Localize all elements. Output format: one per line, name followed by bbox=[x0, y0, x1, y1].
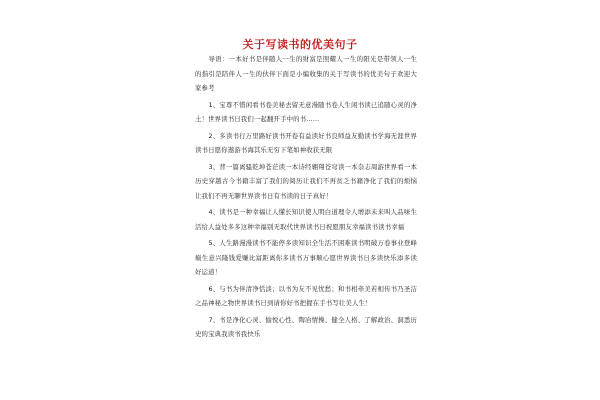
document-title: 关于写读书的优美句子 bbox=[242, 38, 358, 51]
paragraph-3: 3、背一篇离骚乾坤苍茫读一本诗经翱翔苍穹读一本杂志周游世界看一本历史穿越古今书籍丰富了我们的阅历让我们不再贫乏书籍净化了我们的烦恼让我们不再无聊世界读书日有书读的日子真好！ bbox=[195, 162, 417, 200]
paragraph-6: 6、与书为伴清净恬淡；以书为友不见忧愁；和书相牵美若相传书乃圣洁之品神秘之物世界读书日到请你好书把握在手书写壮美人生！ bbox=[195, 284, 417, 307]
paragraph-2: 2、多读书行万里路好读书开卷有益读好书良师益友勤读书学海无涯世界读书日愿你遨游书海其乐无穷下笔如神收获无限 bbox=[195, 131, 417, 154]
document-body bbox=[195, 52, 417, 344]
paragraph-7: 7、书是净化心灵、愉悦心性、陶冶情操、健全人格、了解政治、洞悉历史的宝典我读书我快乐 bbox=[195, 315, 417, 338]
paragraph-4: 4、读书是一种幸福让人懂长知识使人明白道理令人增添未来叫人品味生活给人益处多多这种幸福别无取代世界读书日祝愿朋友幸福读书读书幸福 bbox=[195, 208, 417, 231]
paragraph-5: 5、人生路漫漫读书不能停多读知识全生活不困难读书明破万卷事业登峰巅生意兴隆钱爱赚比富距离你多读书万事顺心愿世界读书日多读快乐添多读好运道！ bbox=[195, 239, 417, 276]
intro-paragraph: 导语：一本好书是伴随人一生的财富是照耀人一生的阳光是带领人一生的指引是陪伴人一生的伙伴下面是小编收集的关于写读书的优美句子欢迎大家参考 bbox=[195, 55, 417, 92]
paragraph-1: 1、宝尊不惜闲看书卷美秘去留无意漫随书卷人生闲书读已追随心灵的净土！世界读书日我们一起翻开手中的书…… bbox=[195, 100, 417, 123]
